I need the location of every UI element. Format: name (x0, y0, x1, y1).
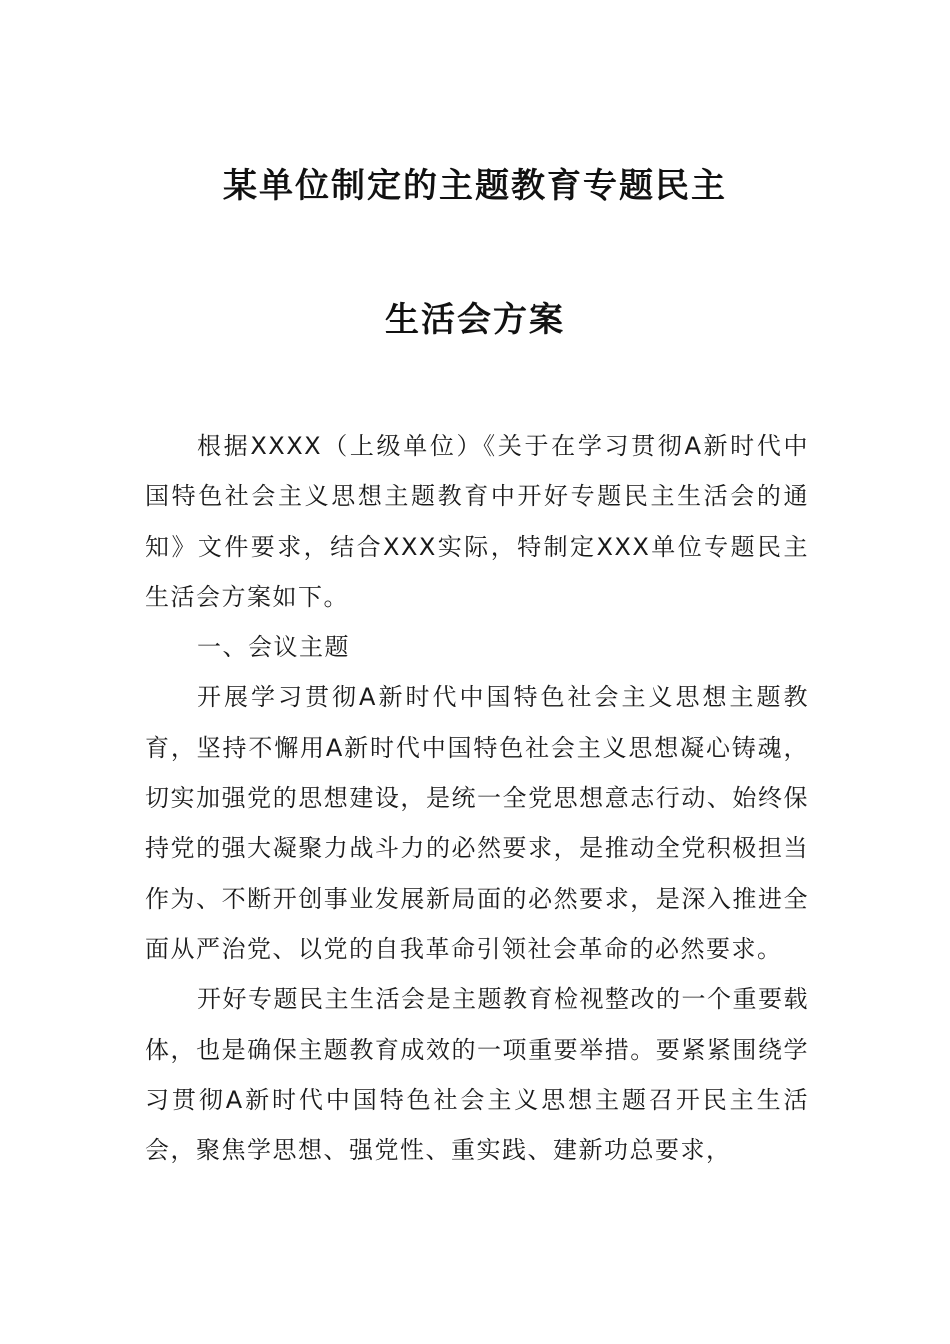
paragraph-meeting-significance: 开好专题民主生活会是主题教育检视整改的一个重要载体，也是确保主题教育成效的一项重要举措。要紧紧围绕学习贯彻A新时代中国特色社会主义思想主题召开民主生活会，聚焦学思想、强党性、重实践、建新功总要求， (145, 985, 809, 1165)
document-title-line-1: 某单位制定的主题教育专题民主 (223, 166, 727, 206)
document-body (145, 421, 809, 1175)
paragraph-theme-description: 开展学习贯彻A新时代中国特色社会主义思想主题教育，坚持不懈用A新时代中国特色社会主义思想凝心铸魂，切实加强党的思想建设，是统一全党思想意志行动、始终保持党的强大凝聚力战斗力的必然要求，是推动全党积极担当作为、不断开创事业发展新局面的必然要求，是深入推进全面从严治党、以党的自我革命引领社会革命的必然要求。 (145, 683, 809, 963)
paragraph-intro: 根据XXXX（上级单位）《关于在学习贯彻A新时代中国特色社会主义思想主题教育中开好专题民主生活会的通知》文件要求，结合XXX实际，特制定XXX单位专题民主生活会方案如下。 (145, 432, 809, 611)
document-title-line-2: 生活会方案 (385, 300, 565, 340)
section-heading-meeting-theme: 一、会议主题 (197, 633, 350, 662)
